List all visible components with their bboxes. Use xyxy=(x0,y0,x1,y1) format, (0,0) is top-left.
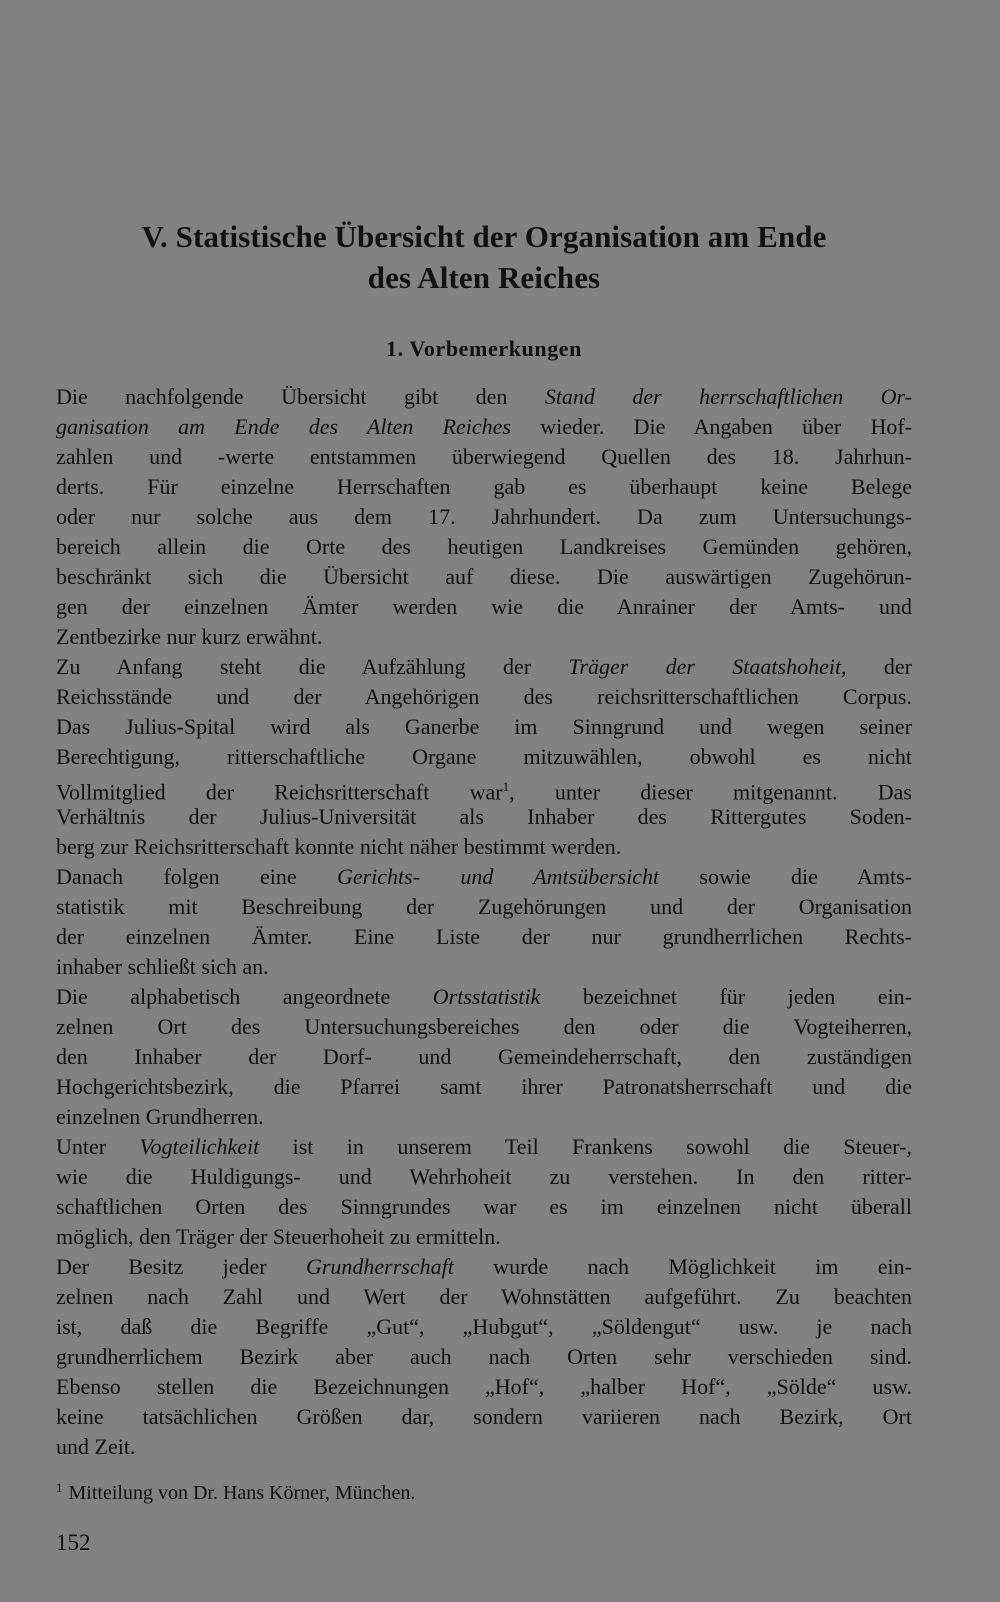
footnote xyxy=(56,1474,415,1507)
text-segment: Unter xyxy=(56,1134,140,1159)
text-line xyxy=(56,1252,912,1282)
text-line: den Inhaber der Dorf- und Gemeindeherrschaft, den zuständigen xyxy=(56,1044,912,1069)
text-line: beschränkt sich die Übersicht auf diese. Die auswärtigen Zugehörun- xyxy=(56,564,912,589)
footnote-number: 1 xyxy=(56,1480,63,1495)
text-segment: Die nachfolgende Übersicht gibt den xyxy=(56,384,545,409)
text-segment: ist in unserem Teil Frankens sowohl die Steuer-, xyxy=(259,1134,913,1159)
text-line: ist, daß die Begriffe „Gut“, „Hubgut“, „Söldengut“ usw. je nach xyxy=(56,1314,912,1339)
text-segment: sowie die Amts- xyxy=(659,864,912,889)
text-line: einzelnen Grundherren. xyxy=(56,1104,264,1129)
text-line: berg zur Reichsritterschaft konnte nicht näher bestimmt werden. xyxy=(56,834,622,859)
section-title: 1. Vorbemerkungen xyxy=(386,336,582,361)
text-line xyxy=(56,982,912,1012)
chapter-title xyxy=(56,216,912,298)
body-text xyxy=(56,382,912,1462)
text-line: wie die Huldigungs- und Wehrhoheit zu verstehen. In den ritter- xyxy=(56,1164,912,1189)
text-line: grundherrlichem Bezirk aber auch nach Orten sehr verschieden sind. xyxy=(56,1344,912,1369)
text-line xyxy=(56,652,912,682)
text-line: Ebenso stellen die Bezeichnungen „Hof“, „halber Hof“, „Sölde“ usw. xyxy=(56,1374,912,1399)
text-line: oder nur solche aus dem 17. Jahrhundert. Da zum Untersuchungs- xyxy=(56,504,912,529)
text-line: gen der einzelnen Ämter werden wie die Anrainer der Amts- und xyxy=(56,594,912,619)
text-line: statistik mit Beschreibung der Zugehörungen und der Organisation xyxy=(56,894,912,919)
text-line: Hochgerichtsbezirk, die Pfarrei samt ihrer Patronatsherrschaft und die xyxy=(56,1074,912,1099)
text-line: Das Julius-Spital wird als Ganerbe im Sinngrund und wegen seiner xyxy=(56,714,912,739)
text-segment: der xyxy=(846,654,912,679)
text-segment: Die alphabetisch angeordnete xyxy=(56,984,433,1009)
emphasis-text: Vogteilichkeit xyxy=(139,1134,260,1159)
emphasis-text: Stand der herrschaftlichen Or- xyxy=(544,384,912,409)
text-segment: Der Besitz jeder xyxy=(56,1254,306,1279)
page-number: 152 xyxy=(56,1530,91,1555)
text-segment: Zu Anfang steht die Aufzählung der xyxy=(56,654,569,679)
text-line: und Zeit. xyxy=(56,1434,136,1459)
text-segment: wieder. Die Angaben über Hof- xyxy=(511,414,912,439)
text-line: inhaber schließt sich an. xyxy=(56,954,269,979)
text-segment: wurde nach Möglichkeit im ein- xyxy=(453,1254,912,1279)
text-line: Reichsstände und der Angehörigen des reichsritterschaftlichen Corpus. xyxy=(56,684,912,709)
text-line: derts. Für einzelne Herrschaften gab es überhaupt keine Belege xyxy=(56,474,912,499)
text-line: zelnen Ort des Untersuchungsbereiches den oder die Vogteiherren, xyxy=(56,1014,912,1039)
emphasis-text: Gerichts- und Amtsübersicht xyxy=(336,864,660,889)
text-line: der einzelnen Ämter. Eine Liste der nur grundherrlichen Rechts- xyxy=(56,924,912,949)
footnote-text: Mitteilung von Dr. Hans Körner, München. xyxy=(68,1482,416,1504)
emphasis-text: ganisation am Ende des Alten Reiches xyxy=(56,414,511,439)
text-line xyxy=(56,412,912,442)
text-line xyxy=(56,1132,912,1162)
text-segment: , unter dieser mitgenannt. Das xyxy=(509,779,912,805)
text-line: schaftlichen Orten des Sinngrundes war es im einzelnen nicht überall xyxy=(56,1194,912,1219)
emphasis-text: Ortsstatistik xyxy=(432,984,541,1009)
text-line xyxy=(56,862,912,892)
text-line xyxy=(56,382,912,412)
text-line: Berechtigung, ritterschaftliche Organe mitzuwählen, obwohl es nicht xyxy=(56,744,912,769)
emphasis-text: Träger der Staatshoheit, xyxy=(568,654,847,679)
book-page xyxy=(56,0,912,1602)
text-line: Zentbezirke nur kurz erwähnt. xyxy=(56,624,323,649)
text-line xyxy=(56,772,912,805)
chapter-title-line-1: V. Statistische Übersicht der Organisation am Ende xyxy=(141,219,827,254)
chapter-title-line-2: des Alten Reiches xyxy=(367,260,601,295)
text-segment: Vollmitglied der Reichsritterschaft war xyxy=(56,779,503,805)
text-line: bereich allein die Orte des heutigen Landkreises Gemünden gehören, xyxy=(56,534,912,559)
footnote-marker: 1 xyxy=(502,779,510,794)
text-line: Verhältnis der Julius-Universität als Inhaber des Rittergutes Soden- xyxy=(56,804,912,829)
text-line: zahlen und -werte entstammen überwiegend Quellen des 18. Jahrhun- xyxy=(56,444,912,469)
text-line: zelnen nach Zahl und Wert der Wohnstätten aufgeführt. Zu beachten xyxy=(56,1284,912,1309)
text-line: keine tatsächlichen Größen dar, sondern variieren nach Bezirk, Ort xyxy=(56,1404,912,1429)
emphasis-text: Grundherrschaft xyxy=(305,1254,454,1279)
text-segment: Danach folgen eine xyxy=(56,864,337,889)
text-line: möglich, den Träger der Steuerhoheit zu ermitteln. xyxy=(56,1224,501,1249)
text-segment: bezeichnet für jeden ein- xyxy=(540,984,913,1009)
